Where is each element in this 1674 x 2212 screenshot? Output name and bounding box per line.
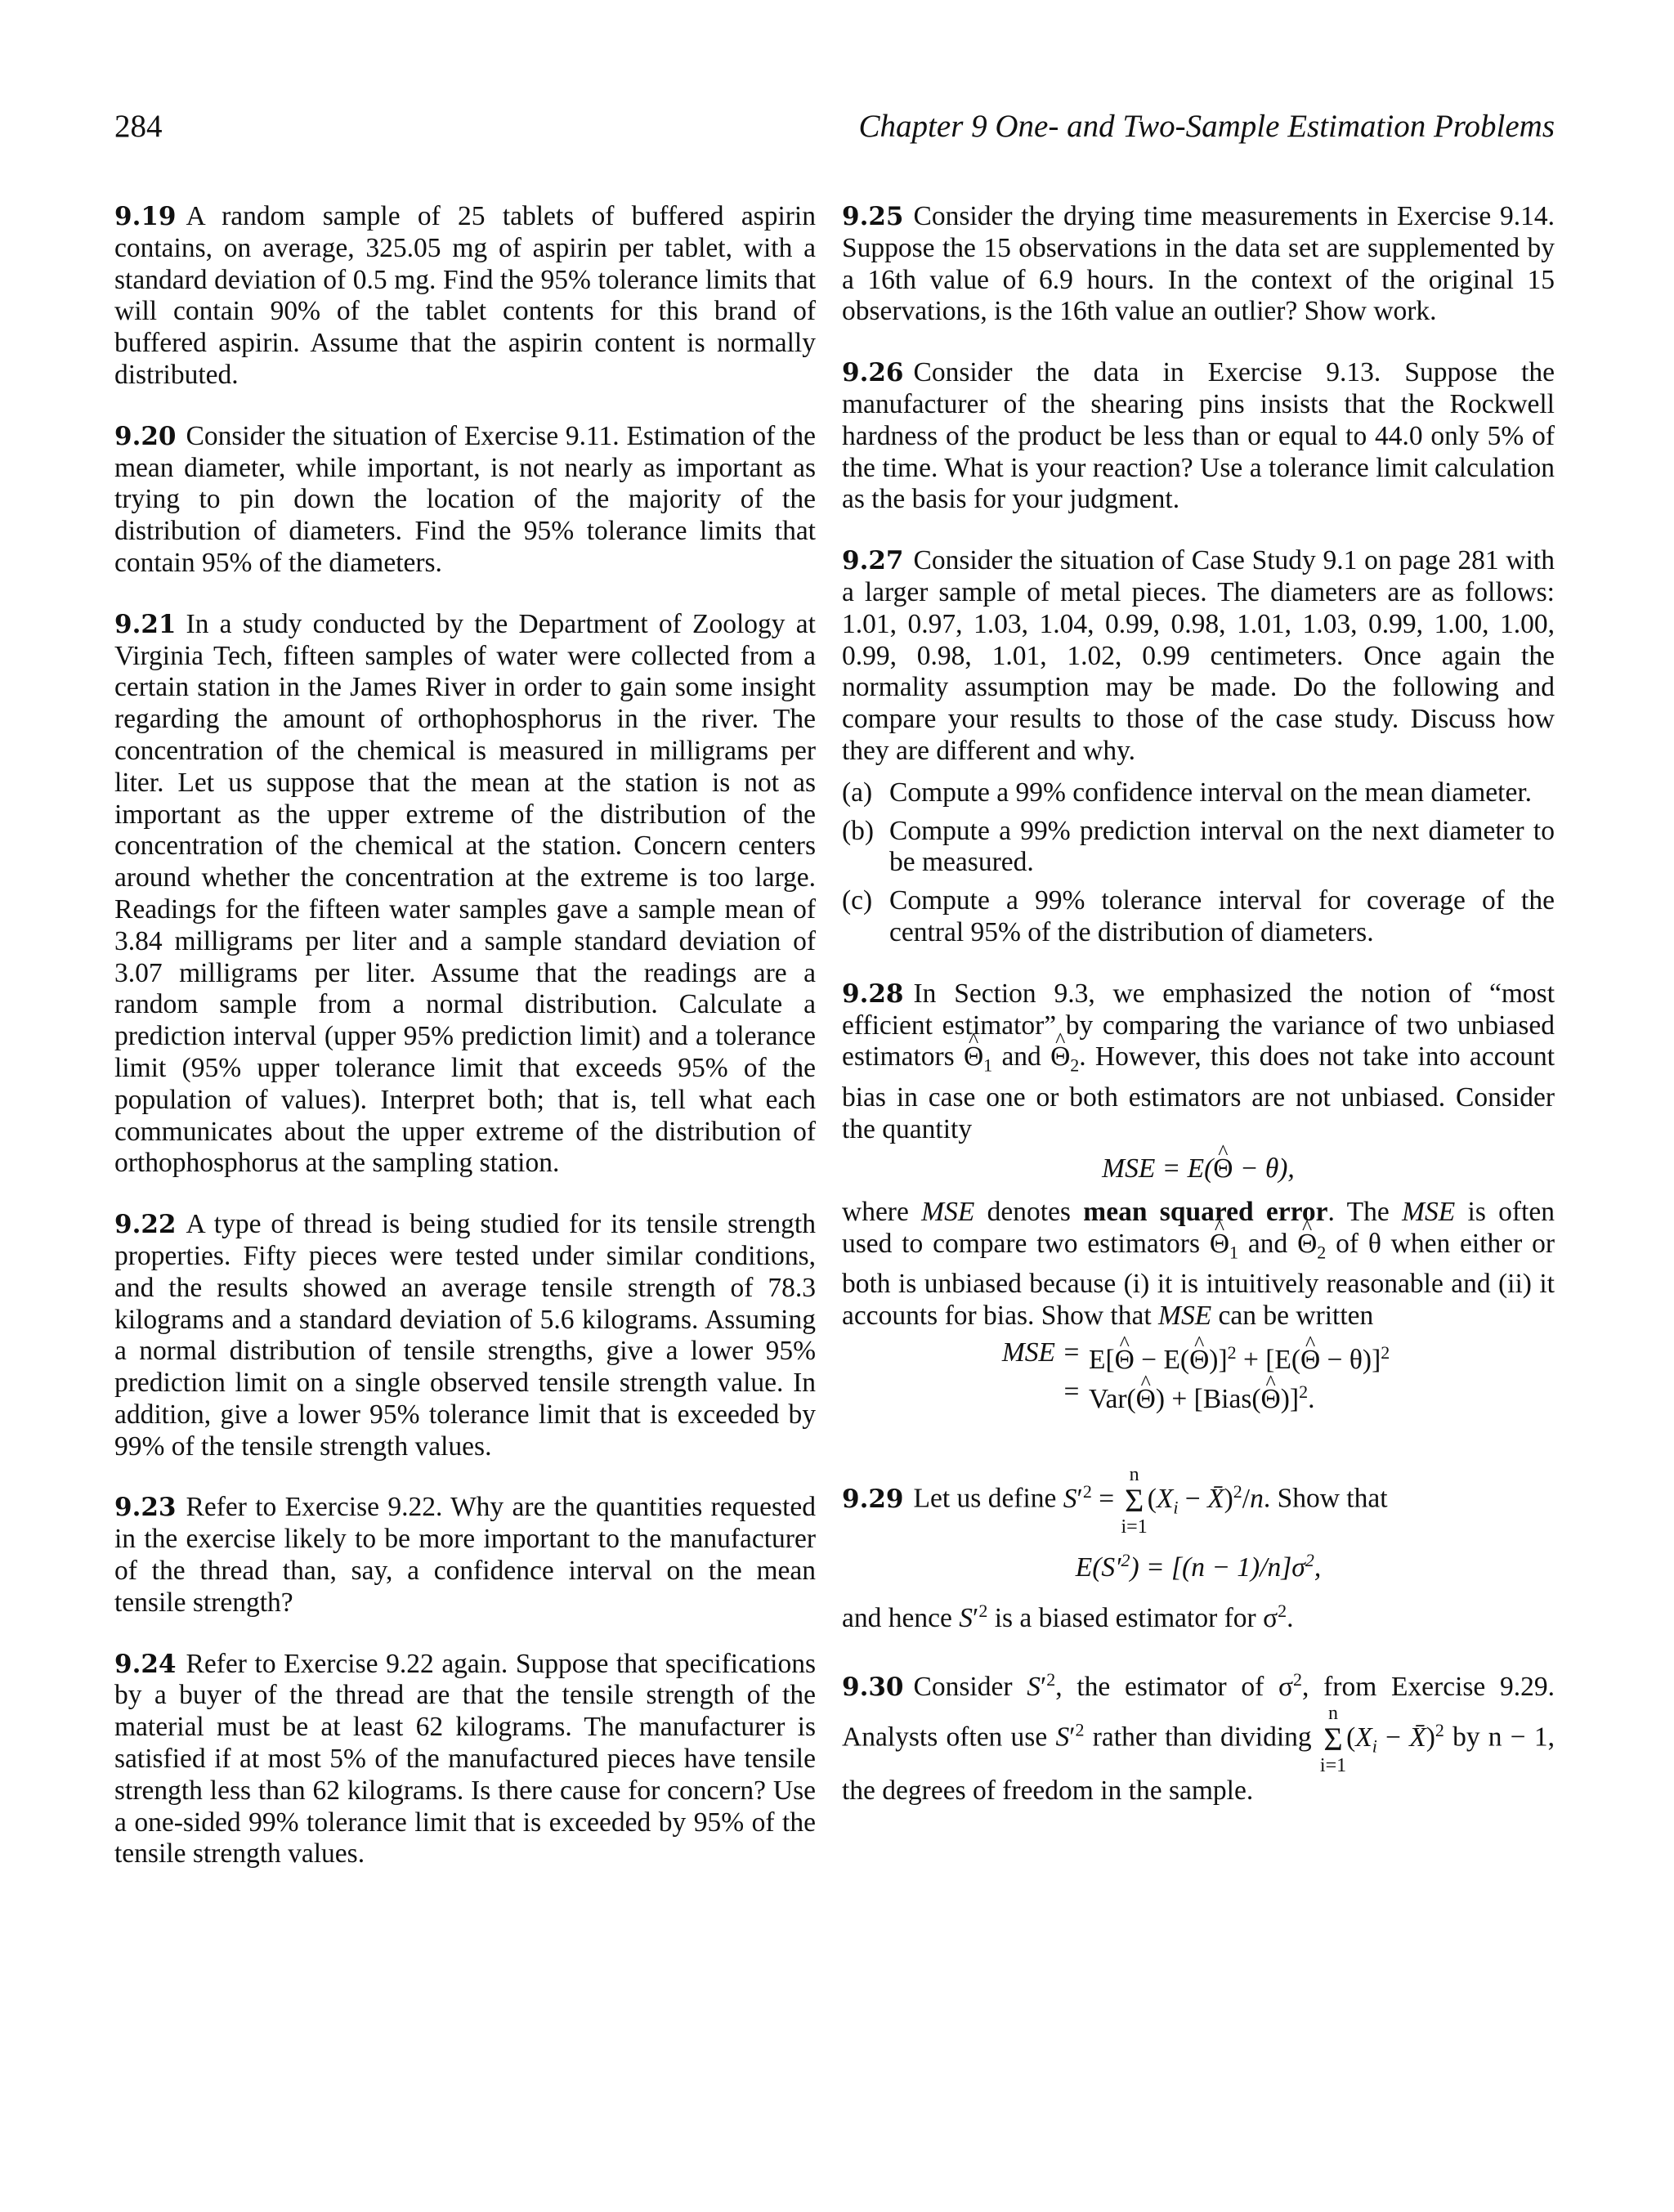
page-header — [114, 108, 1555, 149]
exercise-9-20: 9.20 Consider the situation of Exercise 9.11. Estimation of the mean diameter, while important, is not nearly as important as trying to pin down the location of the majority of the distribution of diameters. Find the 95% tolerance limits that contain 95% of the diameters. — [114, 420, 816, 578]
page-number: 284 — [114, 109, 163, 144]
exercise-9-27: 9.27 Consider the situation of Case Study 9.1 on page 281 with a larger sample of metal pieces. The diameters are as follows: 1.01, 0.97, 1.03, 1.04, 0.99, 0.98, 1.01, 1.03, 0.99, 1.00, 1.00, 0.99, 0.98, 1.01, 1.02, 0.99 centimeters. Once again the normality assumption may be made. Do the following and compare your results to those of the case study. Discuss how they are different and why. — [842, 545, 1555, 766]
mse-decomposition-equation: MSE = E[^ Θ − E(^ Θ)]$^2$ + [E(^ Θ − θ)]$^2$ = Var(^ Θ) + [Bias(^ Θ)]$^2$. — [842, 1337, 1555, 1416]
exercise-part: (c) Compute a 99% tolerance interval for coverage of the central 95% of the distribution of diameters. — [842, 885, 1555, 947]
exercise-part: (a) Compute a 99% confidence interval on the mean diameter. — [842, 777, 1533, 808]
exercise-9-21: 9.21 In a study conducted by the Department of Zoology at Virginia Tech, fifteen samples of water were collected from a certain station in the James River in order to gain some insight regarding the amount of orthophosphorus in the river. The concentration of the chemical is measured in milligrams per liter. Let us suppose that the mean at the station is not as important as the upper extreme of the distribution of the concentration of the chemical at the station. Concern centers around whether the concentration at the extreme is too large. Readings for the fifteen water samples gave a sample mean of 3.84 milligrams per liter and a sample standard deviation of 3.07 milligrams per liter. Assume that the readings are a random sample from a normal distribution. Calculate a prediction interval (upper 95% prediction limit) and a tolerance limit (95% upper tolerance limit that exceeds 95% of the population of values). Interpret both; that is, tell what each communicates about the upper extreme of the distribution of orthophosphorus at the sampling station. — [114, 608, 816, 1179]
exercise-9-19: 9.19 A random sample of 25 tablets of buffered aspirin contains, on average, 325.05 mg of aspirin per tablet, with a standard deviation of 0.5 mg. Find the 95% tolerance limits that will contain 90% of the tablet contents for this brand of buffered aspirin. Assume that the aspirin content is normally distributed. — [114, 201, 816, 390]
exercise-9-22: 9.22 A type of thread is being studied for its tensile strength properties. Fifty pieces were tested under similar conditions, and the results showed an average tensile strength of 78.3 kilograms and a standard deviation of 5.6 kilograms. Assuming a normal distribution of tensile strengths, give a lower 95% prediction limit on a single observed tensile strength value. In addition, give a lower 95% tolerance limit that is exceeded by 99% of the tensile strength values. — [114, 1209, 816, 1462]
exercise-9-26: 9.26 Consider the data in Exercise 9.13. Suppose the manufacturer of the shearing pins insists that the Rockwell hardness of the product be less than or equal to 44.0 only 5% of the time. What is your reaction? Use a tolerance limit calculation as the basis for your judgment. — [842, 357, 1555, 515]
exercise-9-28-continued: where MSE denotes mean squared error. The MSE is often used to compare two estimators ^ $\Theta_1$ and ^ $\Theta_2$ of θ when either or both is unbiased because (i) it is intuitively reasonable and (ii) it accounts for bias. Show that MSE can be written — [842, 1197, 1555, 1332]
exercise-9-29: 9.29 Let us define $S'^2 = n$ Σ $i=1(X_i$ − X̄)$^2$/n. Show that — [842, 1463, 1388, 1538]
running-title: Chapter 9 One- and Two-Sample Estimation Problems — [858, 109, 1555, 144]
exercise-9-23: 9.23 Refer to Exercise 9.22. Why are the quantities requested in the exercise likely to be more important to the manufacturer of the thread than, say, a confidence interval on the mean tensile strength? — [114, 1492, 816, 1618]
exercise-9-29-conclusion: and hence $S'^2$ is a biased estimator for $\sigma^2$. — [842, 1600, 1294, 1634]
exercise-9-25: 9.25 Consider the drying time measurements in Exercise 9.14. Suppose the 15 observations in the data set are supplemented by a 16th value of 6.9 hours. In the context of the original 15 observations, is the 16th value an outlier? Show work. — [842, 201, 1555, 327]
exercise-9-30: 9.30 Consider $S'^2$, the estimator of $\sigma^2$, from Exercise 9.29. Analysts often use $S'^2$ rather than dividing n Σ $i=1(X_i$ − X̄)$^2$ by n − 1, the degrees of freedom in the sample. — [842, 1668, 1555, 1806]
exercise-part: (b) Compute a 99% prediction interval on the next diameter to be measured. — [842, 815, 1555, 878]
right-column — [842, 201, 1555, 1837]
exercise-9-24: 9.24 Refer to Exercise 9.22 again. Suppose that specifications by a buyer of the thread are that the tensile strength of the material must be at least 62 kilograms. The manufacturer is satisfied if at most 5% of the manufactured pieces have tensile strength less than 62 kilograms. Is there cause for concern? Use a one-sided 99% tolerance limit that is exceeded by 95% of the tensile strength values. — [114, 1648, 816, 1869]
left-column — [114, 201, 816, 1900]
mse-definition-equation: MSE = E(^ Θ − θ), — [842, 1153, 1555, 1185]
expectation-equation: $E(S'^2) = [(n - 1)/n]\sigma^2$, — [1075, 1549, 1322, 1583]
exercise-9-28: 9.28 In Section 9.3, we emphasized the notion of “most efficient estimator” by comparing the variance of two unbiased estimators ^ $\Theta_1$ and ^ $\Theta_2$. However, this does not take into account bias in case one or both estimators are not unbiased. Consider the quantity — [842, 978, 1555, 1146]
exercise-9-27-parts — [842, 777, 1555, 949]
